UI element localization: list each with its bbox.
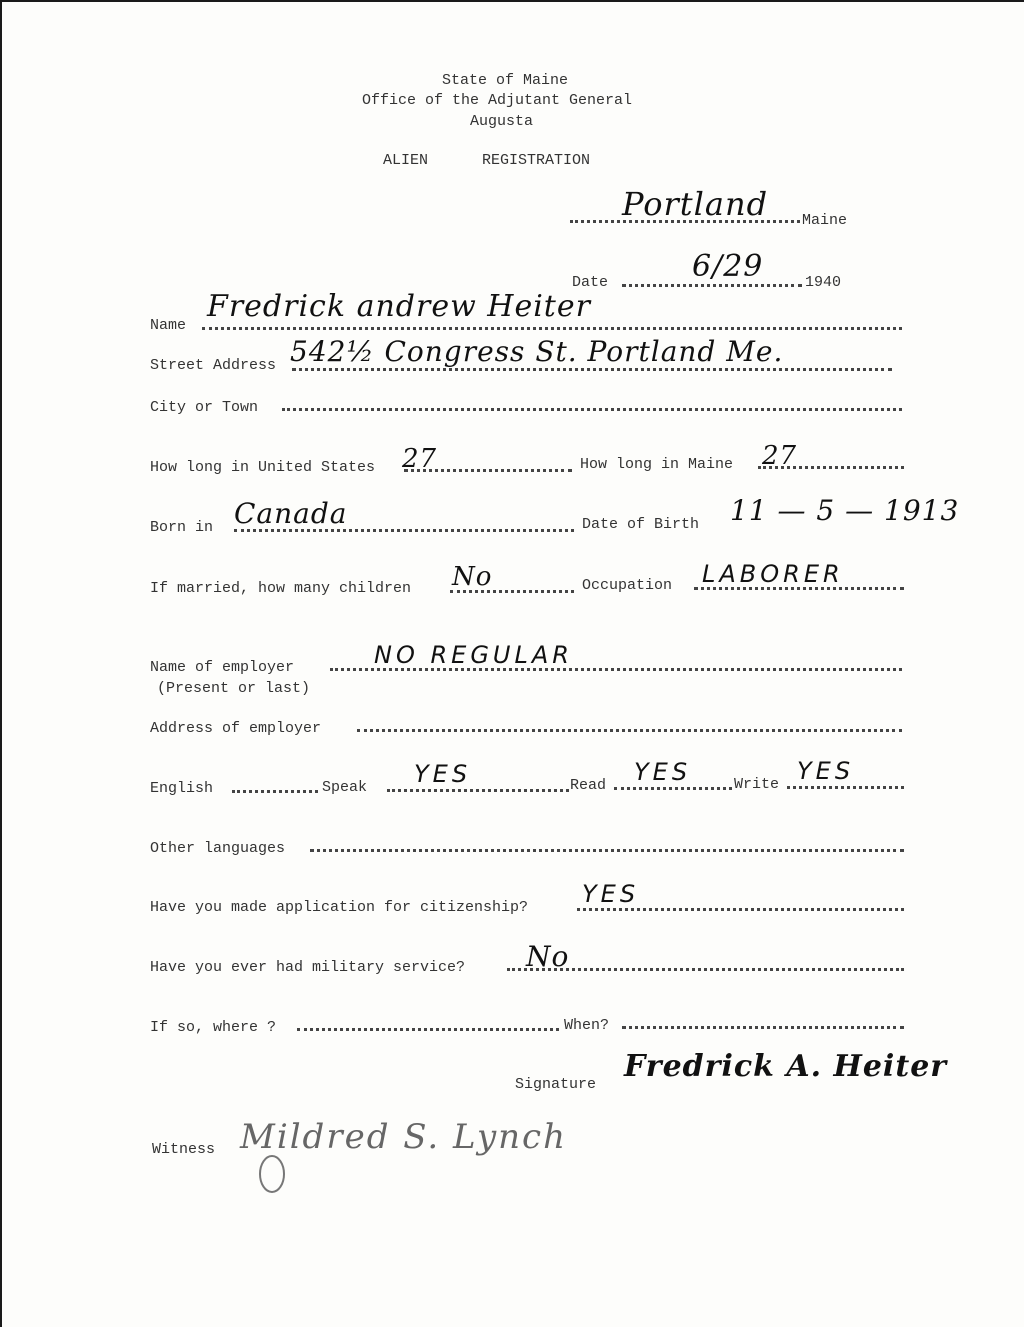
speak-dotted-line (387, 789, 569, 792)
speak-label: Speak (322, 779, 368, 796)
date-year: 1940 (805, 274, 842, 291)
header-city: Augusta (470, 113, 534, 130)
street-value: 542½ Congress St. Portland Me. (290, 335, 784, 368)
us-label: How long in United States (150, 459, 376, 476)
read-value: YES (634, 758, 692, 786)
date-dotted-line (622, 284, 802, 287)
maine-value: 27 (762, 441, 798, 471)
street-dotted-line (292, 368, 892, 371)
write-value: YES (797, 757, 855, 785)
read-label: Read (570, 777, 607, 794)
military-label: Have you ever had military service? (150, 959, 466, 976)
where-label: If so, where ? (150, 1019, 277, 1036)
city-dotted-line (282, 408, 902, 411)
employer-label: Name of employer (150, 659, 295, 676)
name-value: Fredrick andrew Heiter (207, 289, 591, 324)
write-label: Write (734, 776, 780, 793)
when-dotted-line (622, 1026, 904, 1029)
other-languages-label: Other languages (150, 840, 286, 857)
witness-label: Witness (152, 1141, 216, 1158)
born-label: Born in (150, 519, 214, 536)
english-dotted-line (232, 790, 318, 793)
citizenship-value: YES (582, 880, 640, 908)
employer-sublabel: (Present or last) (157, 680, 311, 697)
witness-signature: Mildred S. Lynch (240, 1117, 567, 1157)
city-label: City or Town (150, 399, 259, 416)
place-suffix: Maine (802, 212, 848, 229)
witness-flourish-mark (252, 1152, 292, 1197)
name-dotted-line (202, 327, 902, 330)
place-value: Portland (622, 185, 769, 223)
citizenship-label: Have you made application for citizenship? (150, 899, 529, 916)
date-value: 6/29 (692, 249, 764, 284)
occupation-value: LABORER (702, 560, 844, 588)
date-label: Date (572, 274, 609, 291)
employer-address-dotted-line (357, 729, 902, 732)
header-state: State of Maine (442, 72, 569, 89)
employer-address-label: Address of employer (150, 720, 322, 737)
read-dotted-line (614, 787, 732, 790)
street-label: Street Address (150, 357, 277, 374)
signature-value: Fredrick A. Heiter (624, 1049, 948, 1084)
write-dotted-line (787, 786, 904, 789)
signature-label: Signature (515, 1076, 597, 1093)
citizenship-dotted-line (577, 908, 904, 911)
form-title-registration: REGISTRATION (482, 152, 591, 169)
english-label: English (150, 780, 214, 797)
where-dotted-line (297, 1028, 559, 1031)
employer-value: NO REGULAR (374, 641, 573, 669)
born-value: Canada (234, 497, 348, 530)
when-label: When? (564, 1017, 610, 1034)
dob-label: Date of Birth (582, 516, 700, 533)
header-office: Office of the Adjutant General (362, 92, 633, 109)
us-value: 27 (402, 444, 438, 474)
form-title-alien: ALIEN (383, 152, 429, 169)
occupation-label: Occupation (582, 577, 673, 594)
other-languages-dotted-line (310, 849, 904, 852)
name-label: Name (150, 317, 187, 334)
military-value: No (526, 940, 570, 973)
dob-value: 11 — 5 — 1913 (730, 494, 960, 527)
maine-label: How long in Maine (580, 456, 734, 473)
children-value: No (452, 562, 493, 592)
children-label: If married, how many children (150, 580, 412, 597)
speak-value: YES (414, 760, 472, 788)
